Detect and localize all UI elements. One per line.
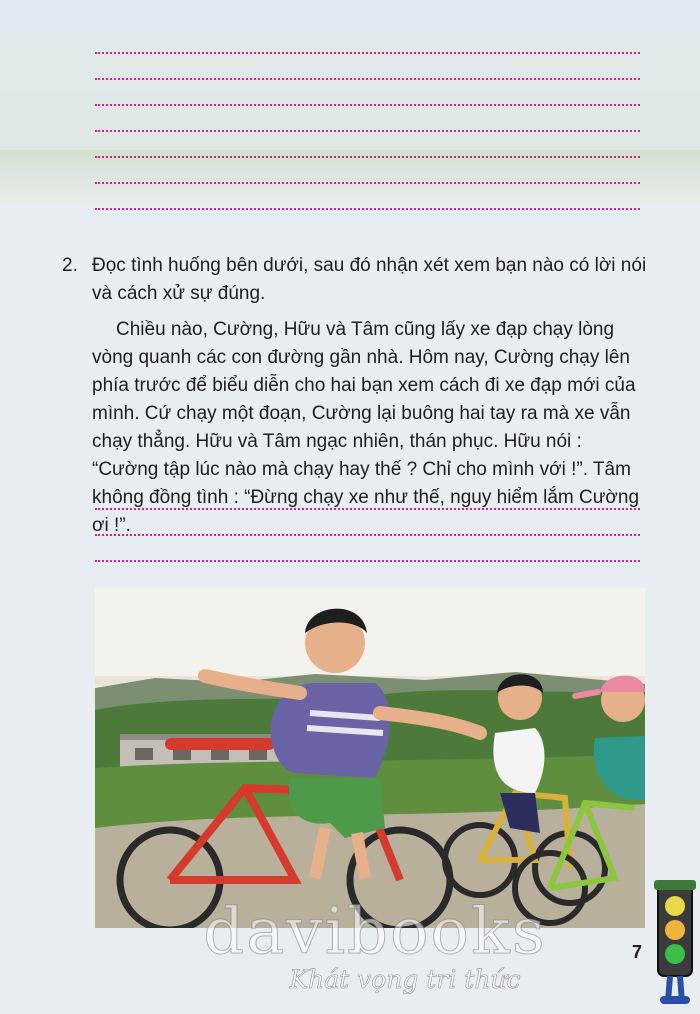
answer-line: [95, 560, 640, 562]
children-cycling-illustration: [95, 588, 645, 928]
page-number: 7: [632, 942, 643, 962]
exercise-question: [62, 252, 652, 308]
answer-line: [95, 78, 640, 80]
traffic-light-icon: [652, 878, 700, 1009]
story-paragraph: Chiều nào, Cường, Hữu và Tâm cũng lấy xe đạp chạy lòng vòng quanh các con đường gần nhà. Hôm nay, Cường chạy lên phía trước để biểu diễn cho hai bạn xem cách đi xe đạp mới của mình. Cứ chạy một đoạn, Cường lại buông hai tay ra mà xe vẫn chạy thẳng. Hữu và Tâm ngạc nhiên, thán phục. Hữu nói : “Cường tập lúc nào mà chạy hay thế ? Chỉ cho mình với !”. Tâm không đồng tình : “Đừng chạy xe như thế, nguy hiểm lắm Cường ơi !”.: [92, 319, 640, 536]
watermark-brand: davibooks: [203, 895, 547, 969]
answer-line: [95, 182, 640, 184]
answer-line: [95, 208, 640, 210]
exercise-number: 2.: [62, 255, 78, 276]
answer-line: [95, 130, 640, 132]
exercise-question-text: Đọc tình huống bên dưới, sau đó nhận xét xem bạn nào có lời nói và cách xử sự đúng.: [92, 255, 647, 304]
answer-line: [95, 52, 640, 54]
answer-line: [95, 508, 640, 510]
answer-line: [95, 534, 640, 536]
answer-line: [95, 104, 640, 106]
answer-line: [95, 156, 640, 158]
watermark-tagline: Khát vọng tri thức: [289, 965, 521, 994]
